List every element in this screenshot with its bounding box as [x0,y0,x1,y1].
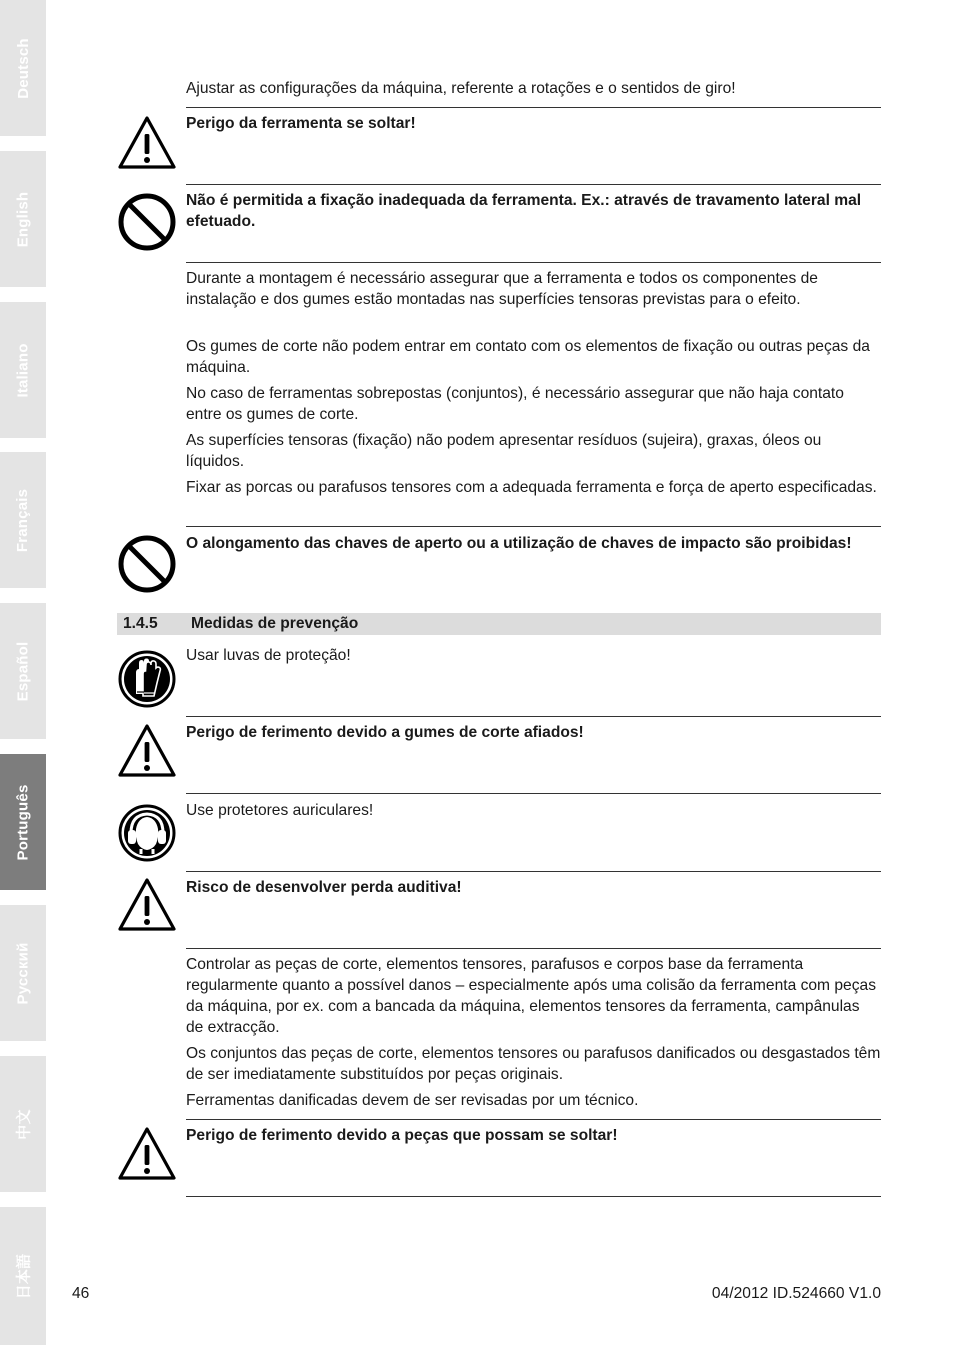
paragraph: Ferramentas danificadas devem de ser revisadas por um técnico. [186,1092,639,1109]
divider [186,716,881,717]
prohibition-icon [117,534,177,594]
ear-protection-text: Use protetores auriculares! [186,802,374,819]
divider [186,1119,881,1120]
divider [186,184,881,185]
divider [186,871,881,872]
divider [186,1196,881,1197]
warning-triangle-icon [117,876,177,936]
warning-triangle-icon [117,114,177,174]
lang-tab-portugues[interactable]: Português [0,754,46,890]
lang-tab-english[interactable]: English [0,151,46,287]
warning-cut-text: Perigo de ferimento devido a gumes de corte afiados! [186,724,584,741]
divider [186,526,881,527]
paragraph: Controlar as peças de corte, elementos tensores, parafusos e corpos base da ferramenta regularmente quanto a possível danos – especialmente após uma colisão da ferramenta com peças da máquina, por ex. com a bancada da máquina, elementos tensores da ferramenta, campânulas de extracção. [186,956,876,1036]
warning-hearing-text: Risco de desenvolver perda auditiva! [186,879,462,896]
divider [186,262,881,263]
lang-tab-italiano[interactable]: Italiano [0,302,46,438]
divider [186,793,881,794]
page-number: 46 [72,1285,90,1302]
warning-triangle-icon [117,1125,177,1185]
prohibition-fixation-text: Não é permitida a fixação inadequada da ferramenta. Ex.: através de travamento lateral mal efetuado. [186,192,862,230]
gloves-text: Usar luvas de proteção! [186,647,351,664]
lang-tab-chinese[interactable]: 中文 [0,1056,46,1192]
paragraph: As superfícies tensoras (fixação) não podem apresentar resíduos (sujeira), graxas, óleos ou líquidos. [186,432,822,470]
section-heading [117,613,881,635]
paragraph: Fixar as porcas ou parafusos tensores com a adequada ferramenta e força de aperto especificadas. [186,479,877,496]
paragraph: Durante a montagem é necessário assegurar que a ferramenta e todos os componentes de instalação e dos gumes estão montadas nas superfícies tensoras previstas para o efeito. [186,270,818,308]
lang-tab-japanese[interactable]: 日本語 [0,1207,46,1345]
lang-tab-francais[interactable]: Français [0,452,46,588]
paragraph: Os gumes de corte não podem entrar em contato com os elementos de fixação ou outras peças da máquina. [186,338,870,376]
ear-protection-icon [117,803,177,863]
lang-tab-deutsch[interactable]: Deutsch [0,0,46,136]
prohibition-icon [117,192,177,252]
section-number: 1.4.5 [123,615,158,632]
lang-tab-russian[interactable]: Русский [0,905,46,1041]
document-id: 04/2012 ID.524660 V1.0 [711,1285,881,1302]
divider [186,107,881,108]
paragraph: Os conjuntos das peças de corte, elementos tensores ou parafusos danificados ou desgastados têm de ser imediatamente substituídos por peças originais. [186,1045,881,1083]
intro-text: Ajustar as configurações da máquina, referente a rotações e o sentidos de giro! [186,80,736,97]
gloves-icon [117,649,177,709]
warning-loose-parts-text: Perigo de ferimento devido a peças que possam se soltar! [186,1127,618,1144]
divider [186,948,881,949]
section-title: Medidas de prevenção [191,615,359,632]
paragraph: No caso de ferramentas sobrepostas (conjuntos), é necessário assegurar que não haja contato entre os gumes de corte. [186,385,844,423]
prohibition-extension-text: O alongamento das chaves de aperto ou a utilização de chaves de impacto são proibidas! [186,535,852,552]
warning-loose-tool: Perigo da ferramenta se soltar! [186,115,416,132]
warning-triangle-icon [117,722,177,782]
lang-tab-espanol[interactable]: Español [0,603,46,739]
